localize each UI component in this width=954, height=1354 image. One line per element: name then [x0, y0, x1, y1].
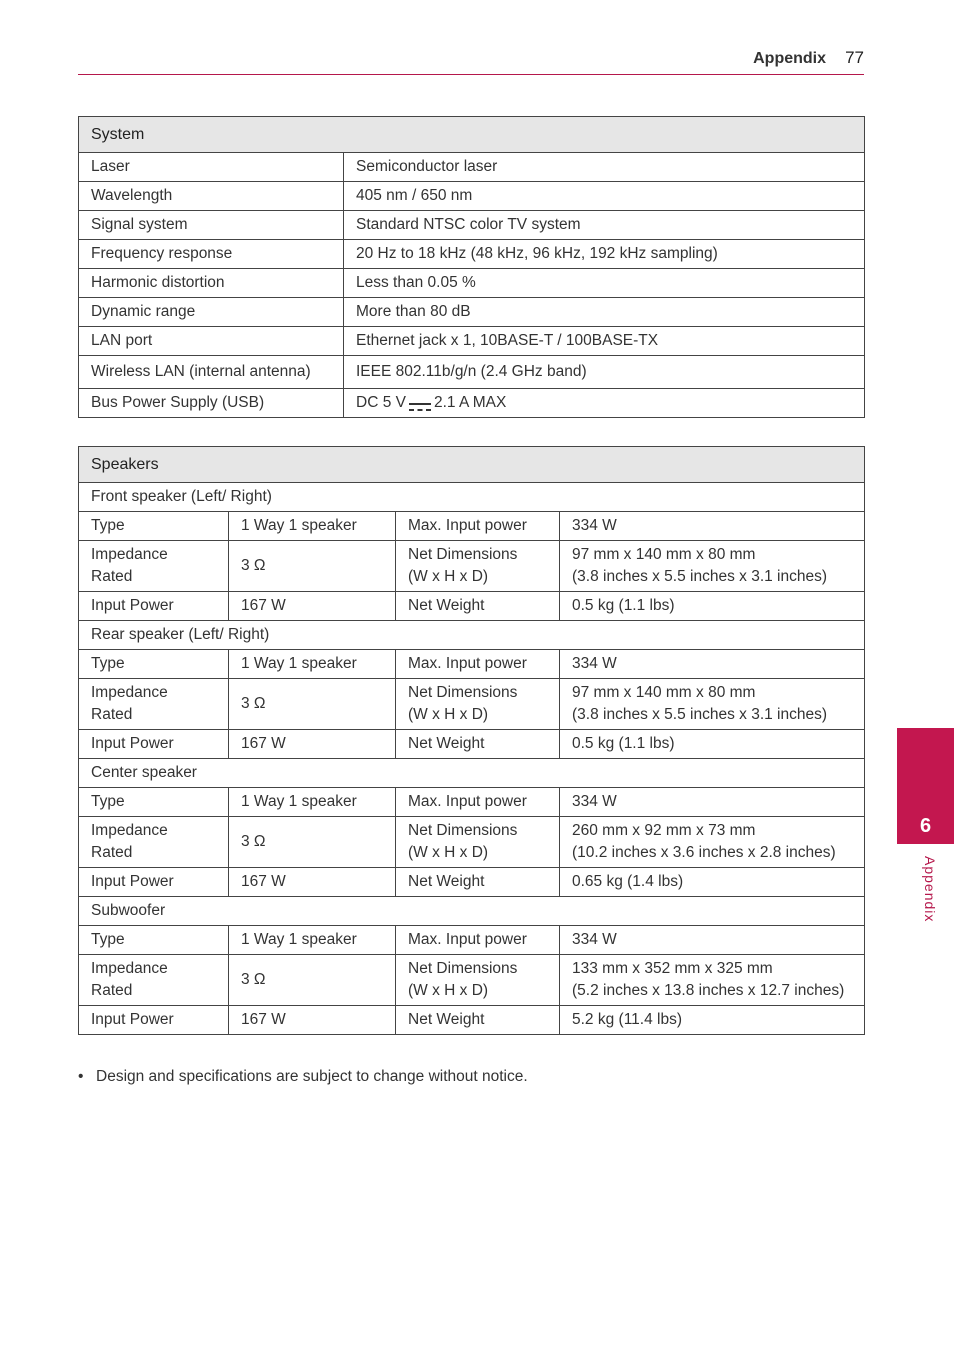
impedance-value: 3 Ω: [229, 955, 396, 1006]
type-value: 1 Way 1 speaker: [229, 926, 396, 955]
type-label: Type: [79, 512, 229, 541]
dimensions-label-line-1: Net Dimensions: [408, 822, 518, 839]
input-power-label: Input Power: [79, 592, 229, 621]
dimensions-value: [560, 817, 865, 868]
spec-value: Less than 0.05 %: [344, 269, 865, 298]
chapter-label: Appendix: [922, 856, 938, 923]
spec-value: Semiconductor laser: [344, 153, 865, 182]
dimensions-label-line-2: (W x H x D): [408, 568, 489, 585]
speaker-group-name: Front speaker (Left/ Right): [79, 483, 865, 512]
system-row: [79, 298, 865, 327]
speaker-group-name: Rear speaker (Left/ Right): [79, 621, 865, 650]
footnote: [78, 1068, 528, 1086]
speaker-type-row: [79, 788, 865, 817]
spec-label: Frequency response: [79, 240, 344, 269]
impedance-label: [79, 817, 229, 868]
dimensions-label: [396, 679, 560, 730]
max-power-value: 334 W: [560, 788, 865, 817]
max-power-label: Max. Input power: [396, 512, 560, 541]
impedance-value: 3 Ω: [229, 679, 396, 730]
impedance-label-line-2: Rated: [91, 568, 133, 585]
chapter-tab: [897, 728, 954, 844]
spec-value-bus-power: [344, 389, 865, 418]
spec-label: Dynamic range: [79, 298, 344, 327]
dimensions-label-line-2: (W x H x D): [408, 844, 489, 861]
type-value: 1 Way 1 speaker: [229, 650, 396, 679]
max-power-value: 334 W: [560, 926, 865, 955]
max-power-label: Max. Input power: [396, 926, 560, 955]
impedance-value: 3 Ω: [229, 817, 396, 868]
dimensions-label: [396, 955, 560, 1006]
net-weight-value: 0.5 kg (1.1 lbs): [560, 730, 865, 759]
dimensions-label: [396, 541, 560, 592]
dimensions-value-line-2: (3.8 inches x 5.5 inches x 3.1 inches): [572, 568, 828, 585]
impedance-label-line-1: Impedance: [91, 822, 168, 839]
type-label: Type: [79, 788, 229, 817]
speaker-impedance-row: [79, 955, 865, 1006]
dimensions-value-line-1: 97 mm x 140 mm x 80 mm: [572, 546, 756, 563]
input-power-value: 167 W: [229, 868, 396, 897]
bus-power-voltage: DC 5 V: [356, 394, 406, 411]
type-value: 1 Way 1 speaker: [229, 512, 396, 541]
page-number: 77: [845, 48, 864, 67]
spec-value: More than 80 dB: [344, 298, 865, 327]
spec-label: Laser: [79, 153, 344, 182]
dimensions-value-line-2: (10.2 inches x 3.6 inches x 2.8 inches): [572, 844, 836, 861]
spec-label: Wavelength: [79, 182, 344, 211]
spec-value: 20 Hz to 18 kHz (48 kHz, 96 kHz, 192 kHz sampling): [344, 240, 865, 269]
dc-current-icon: [409, 397, 431, 406]
system-row-bus-power: [79, 389, 865, 418]
spec-value: Ethernet jack x 1, 10BASE-T / 100BASE-TX: [344, 327, 865, 356]
speaker-input-row: [79, 730, 865, 759]
spec-label: LAN port: [79, 327, 344, 356]
type-label: Type: [79, 926, 229, 955]
system-spec-table: [78, 116, 865, 418]
spec-value: Standard NTSC color TV system: [344, 211, 865, 240]
system-title: System: [79, 117, 865, 153]
footnote-text: Design and specifications are subject to change without notice.: [96, 1068, 528, 1085]
dimensions-value: [560, 955, 865, 1006]
input-power-value: 167 W: [229, 1006, 396, 1035]
impedance-label: [79, 955, 229, 1006]
system-row: [79, 240, 865, 269]
spec-label: Bus Power Supply (USB): [79, 389, 344, 418]
speakers-header-row: [79, 447, 865, 483]
speaker-group-title-row: [79, 897, 865, 926]
dimensions-value-line-2: (5.2 inches x 13.8 inches x 12.7 inches): [572, 982, 845, 999]
bullet-icon: •: [78, 1068, 84, 1085]
type-label: Type: [79, 650, 229, 679]
spec-label: Harmonic distortion: [79, 269, 344, 298]
max-power-value: 334 W: [560, 650, 865, 679]
impedance-label-line-1: Impedance: [91, 960, 168, 977]
dimensions-value: [560, 679, 865, 730]
speaker-group-title-row: [79, 759, 865, 788]
system-header-row: [79, 117, 865, 153]
chapter-number: 6: [919, 815, 932, 837]
system-row: [79, 153, 865, 182]
dimensions-value-line-1: 133 mm x 352 mm x 325 mm: [572, 960, 773, 977]
net-weight-value: 5.2 kg (11.4 lbs): [560, 1006, 865, 1035]
dimensions-label-line-1: Net Dimensions: [408, 546, 518, 563]
impedance-label: [79, 679, 229, 730]
dimensions-label-line-1: Net Dimensions: [408, 960, 518, 977]
net-weight-value: 0.5 kg (1.1 lbs): [560, 592, 865, 621]
max-power-label: Max. Input power: [396, 788, 560, 817]
speaker-group-name: Subwoofer: [79, 897, 865, 926]
system-row: [79, 327, 865, 356]
impedance-label-line-2: Rated: [91, 706, 133, 723]
dimensions-value-line-1: 260 mm x 92 mm x 73 mm: [572, 822, 756, 839]
page-header: [78, 46, 864, 75]
dimensions-label: [396, 817, 560, 868]
spec-label: Wireless LAN (internal antenna): [79, 356, 344, 389]
system-row: [79, 182, 865, 211]
net-weight-value: 0.65 kg (1.4 lbs): [560, 868, 865, 897]
impedance-label-line-2: Rated: [91, 982, 133, 999]
input-power-label: Input Power: [79, 868, 229, 897]
input-power-value: 167 W: [229, 592, 396, 621]
speaker-type-row: [79, 650, 865, 679]
system-row: [79, 356, 865, 389]
impedance-label: [79, 541, 229, 592]
speaker-group-name: Center speaker: [79, 759, 865, 788]
impedance-label-line-2: Rated: [91, 844, 133, 861]
speakers-title: Speakers: [79, 447, 865, 483]
net-weight-label: Net Weight: [396, 868, 560, 897]
impedance-value: 3 Ω: [229, 541, 396, 592]
net-weight-label: Net Weight: [396, 1006, 560, 1035]
type-value: 1 Way 1 speaker: [229, 788, 396, 817]
dimensions-label-line-2: (W x H x D): [408, 706, 489, 723]
speaker-type-row: [79, 512, 865, 541]
spec-label: Signal system: [79, 211, 344, 240]
speaker-input-row: [79, 592, 865, 621]
spec-value: 405 nm / 650 nm: [344, 182, 865, 211]
speaker-input-row: [79, 1006, 865, 1035]
dimensions-value-line-2: (3.8 inches x 5.5 inches x 3.1 inches): [572, 706, 828, 723]
header-section-title: Appendix: [753, 50, 826, 67]
speaker-impedance-row: [79, 541, 865, 592]
dimensions-label-line-1: Net Dimensions: [408, 684, 518, 701]
input-power-value: 167 W: [229, 730, 396, 759]
system-row: [79, 211, 865, 240]
impedance-label-line-1: Impedance: [91, 546, 168, 563]
net-weight-label: Net Weight: [396, 730, 560, 759]
max-power-label: Max. Input power: [396, 650, 560, 679]
dimensions-value-line-1: 97 mm x 140 mm x 80 mm: [572, 684, 756, 701]
max-power-value: 334 W: [560, 512, 865, 541]
speaker-input-row: [79, 868, 865, 897]
speaker-type-row: [79, 926, 865, 955]
input-power-label: Input Power: [79, 1006, 229, 1035]
speaker-group-title-row: [79, 483, 865, 512]
net-weight-label: Net Weight: [396, 592, 560, 621]
spec-value: IEEE 802.11b/g/n (2.4 GHz band): [344, 356, 865, 389]
speaker-impedance-row: [79, 817, 865, 868]
bus-power-current: 2.1 A MAX: [433, 394, 507, 411]
dimensions-value: [560, 541, 865, 592]
input-power-label: Input Power: [79, 730, 229, 759]
system-row: [79, 269, 865, 298]
impedance-label-line-1: Impedance: [91, 684, 168, 701]
dimensions-label-line-2: (W x H x D): [408, 982, 489, 999]
speaker-impedance-row: [79, 679, 865, 730]
speakers-spec-table: [78, 446, 865, 1035]
speaker-group-title-row: [79, 621, 865, 650]
